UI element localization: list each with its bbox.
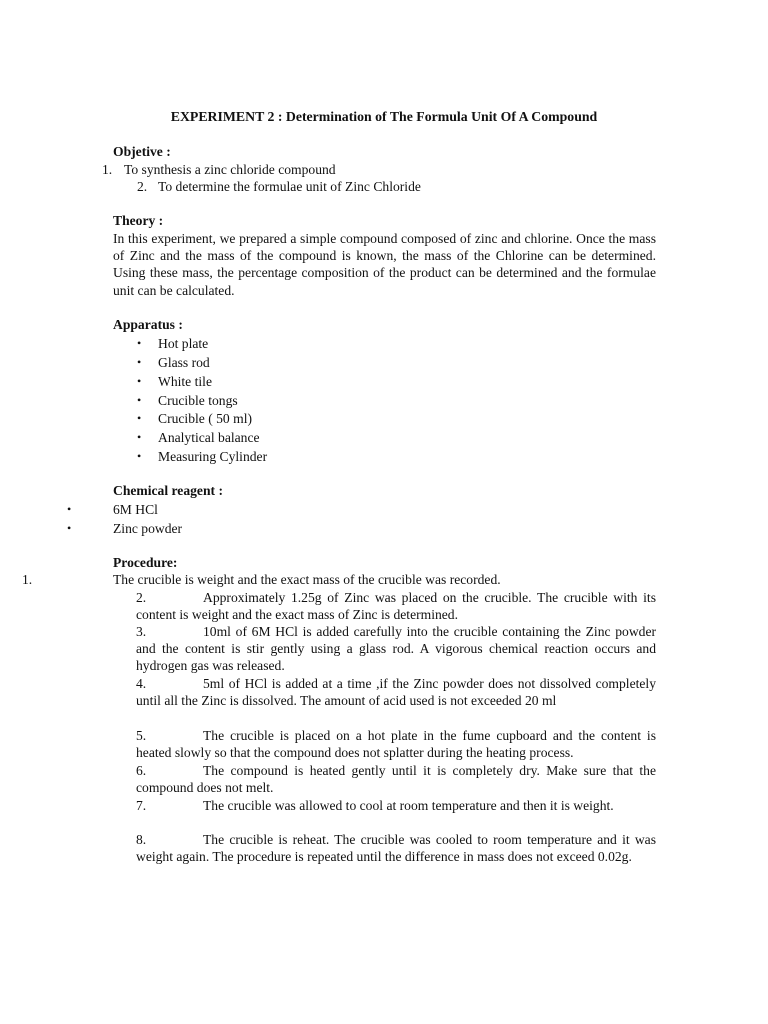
procedure-step-text: The compound is heated gently until it is completely dry. Make sure that the compound does not melt. (136, 763, 656, 796)
procedure-step-number: 7. (136, 798, 147, 813)
procedure-step (136, 623, 656, 675)
procedure-step-text: The crucible is placed on a hot plate in the fume cupboard and the content is heated slowly so that the compound does not splatter during the heating process. (136, 728, 656, 761)
procedure-step-1-text: The crucible is weight and the exact mass of the crucible was recorded. (113, 572, 501, 587)
procedure-step-number: 8. (136, 832, 147, 847)
bullet-icon: • (137, 449, 142, 463)
document-title: EXPERIMENT 2 : Determination of The Formula Unit Of A Compound (170, 109, 598, 124)
apparatus-item-label: Crucible tongs (158, 393, 238, 408)
bullet-icon: • (67, 521, 72, 535)
apparatus-item-label: White tile (158, 374, 212, 389)
bullet-icon: • (67, 502, 72, 516)
apparatus-item-label: Crucible ( 50 ml) (158, 411, 253, 426)
theory-heading: Theory : (113, 213, 164, 228)
objective-heading: Objetive : (113, 144, 171, 159)
procedure-step-number: 5. (136, 728, 147, 743)
procedure-step-1-number: 1. (22, 572, 33, 587)
procedure-step-text: 10ml of 6M HCl is added carefully into the crucible containing the Zinc powder and the content is stir gently using a glass rod. A vigorous chemical reaction occurs and hydrogen gas was released. (136, 624, 656, 674)
bullet-icon: • (137, 411, 142, 425)
bullet-icon: • (137, 374, 142, 388)
procedure-step-text: 5ml of HCl is added at a time ,if the Zinc powder does not dissolved completely until all the Zinc is dissolved. The amount of acid used is not exceeded 20 ml (136, 676, 656, 709)
procedure-step-text: The crucible is reheat. The crucible was cooled to room temperature and it was weight again. The procedure is repeated until the difference in mass does not exceed 0.02g. (136, 832, 656, 865)
procedure-step (136, 797, 656, 814)
procedure-step-text: The crucible was allowed to cool at room temperature and then it is weight. (203, 798, 614, 813)
reagent-heading: Chemical reagent : (113, 483, 223, 498)
objective-item-1-text: To synthesis a zinc chloride compound (124, 162, 336, 177)
procedure-heading: Procedure: (113, 555, 178, 570)
bullet-icon: • (137, 393, 142, 407)
reagent-item-label: Zinc powder (113, 521, 183, 536)
objective-item-2-text: To determine the formulae unit of Zinc Chloride (158, 179, 421, 194)
bullet-icon: • (137, 355, 142, 369)
procedure-step (136, 727, 656, 761)
procedure-step-number: 3. (136, 624, 147, 639)
objective-item-1-number: 1. (102, 162, 113, 177)
apparatus-item-label: Hot plate (158, 336, 209, 351)
procedure-step (136, 589, 656, 623)
procedure-step-text: Approximately 1.25g of Zinc was placed on the crucible. The crucible with its content is weight and the exact mass of Zinc is determined. (136, 590, 656, 623)
procedure-step (136, 675, 656, 709)
bullet-icon: • (137, 336, 142, 350)
objective-item-2-number: 2. (137, 179, 148, 194)
procedure-step (136, 762, 656, 796)
procedure-step-number: 6. (136, 763, 147, 778)
bullet-icon: • (137, 430, 142, 444)
apparatus-item-label: Measuring Cylinder (158, 449, 268, 464)
procedure-step (136, 831, 656, 865)
apparatus-item-label: Analytical balance (158, 430, 260, 445)
procedure-step-number: 4. (136, 676, 147, 691)
apparatus-heading: Apparatus : (113, 317, 183, 332)
procedure-step-number: 2. (136, 590, 147, 605)
theory-paragraph: In this experiment, we prepared a simple compound composed of zinc and chlorine. Once the mass of Zinc and the mass of the compound is known, the mass of the Chlorine can be determined. Using these mass, the percentage composition of the product can be determined and the formulae unit can be calculated. (113, 231, 656, 298)
apparatus-item-label: Glass rod (158, 355, 210, 370)
reagent-item-label: 6M HCl (113, 502, 158, 517)
